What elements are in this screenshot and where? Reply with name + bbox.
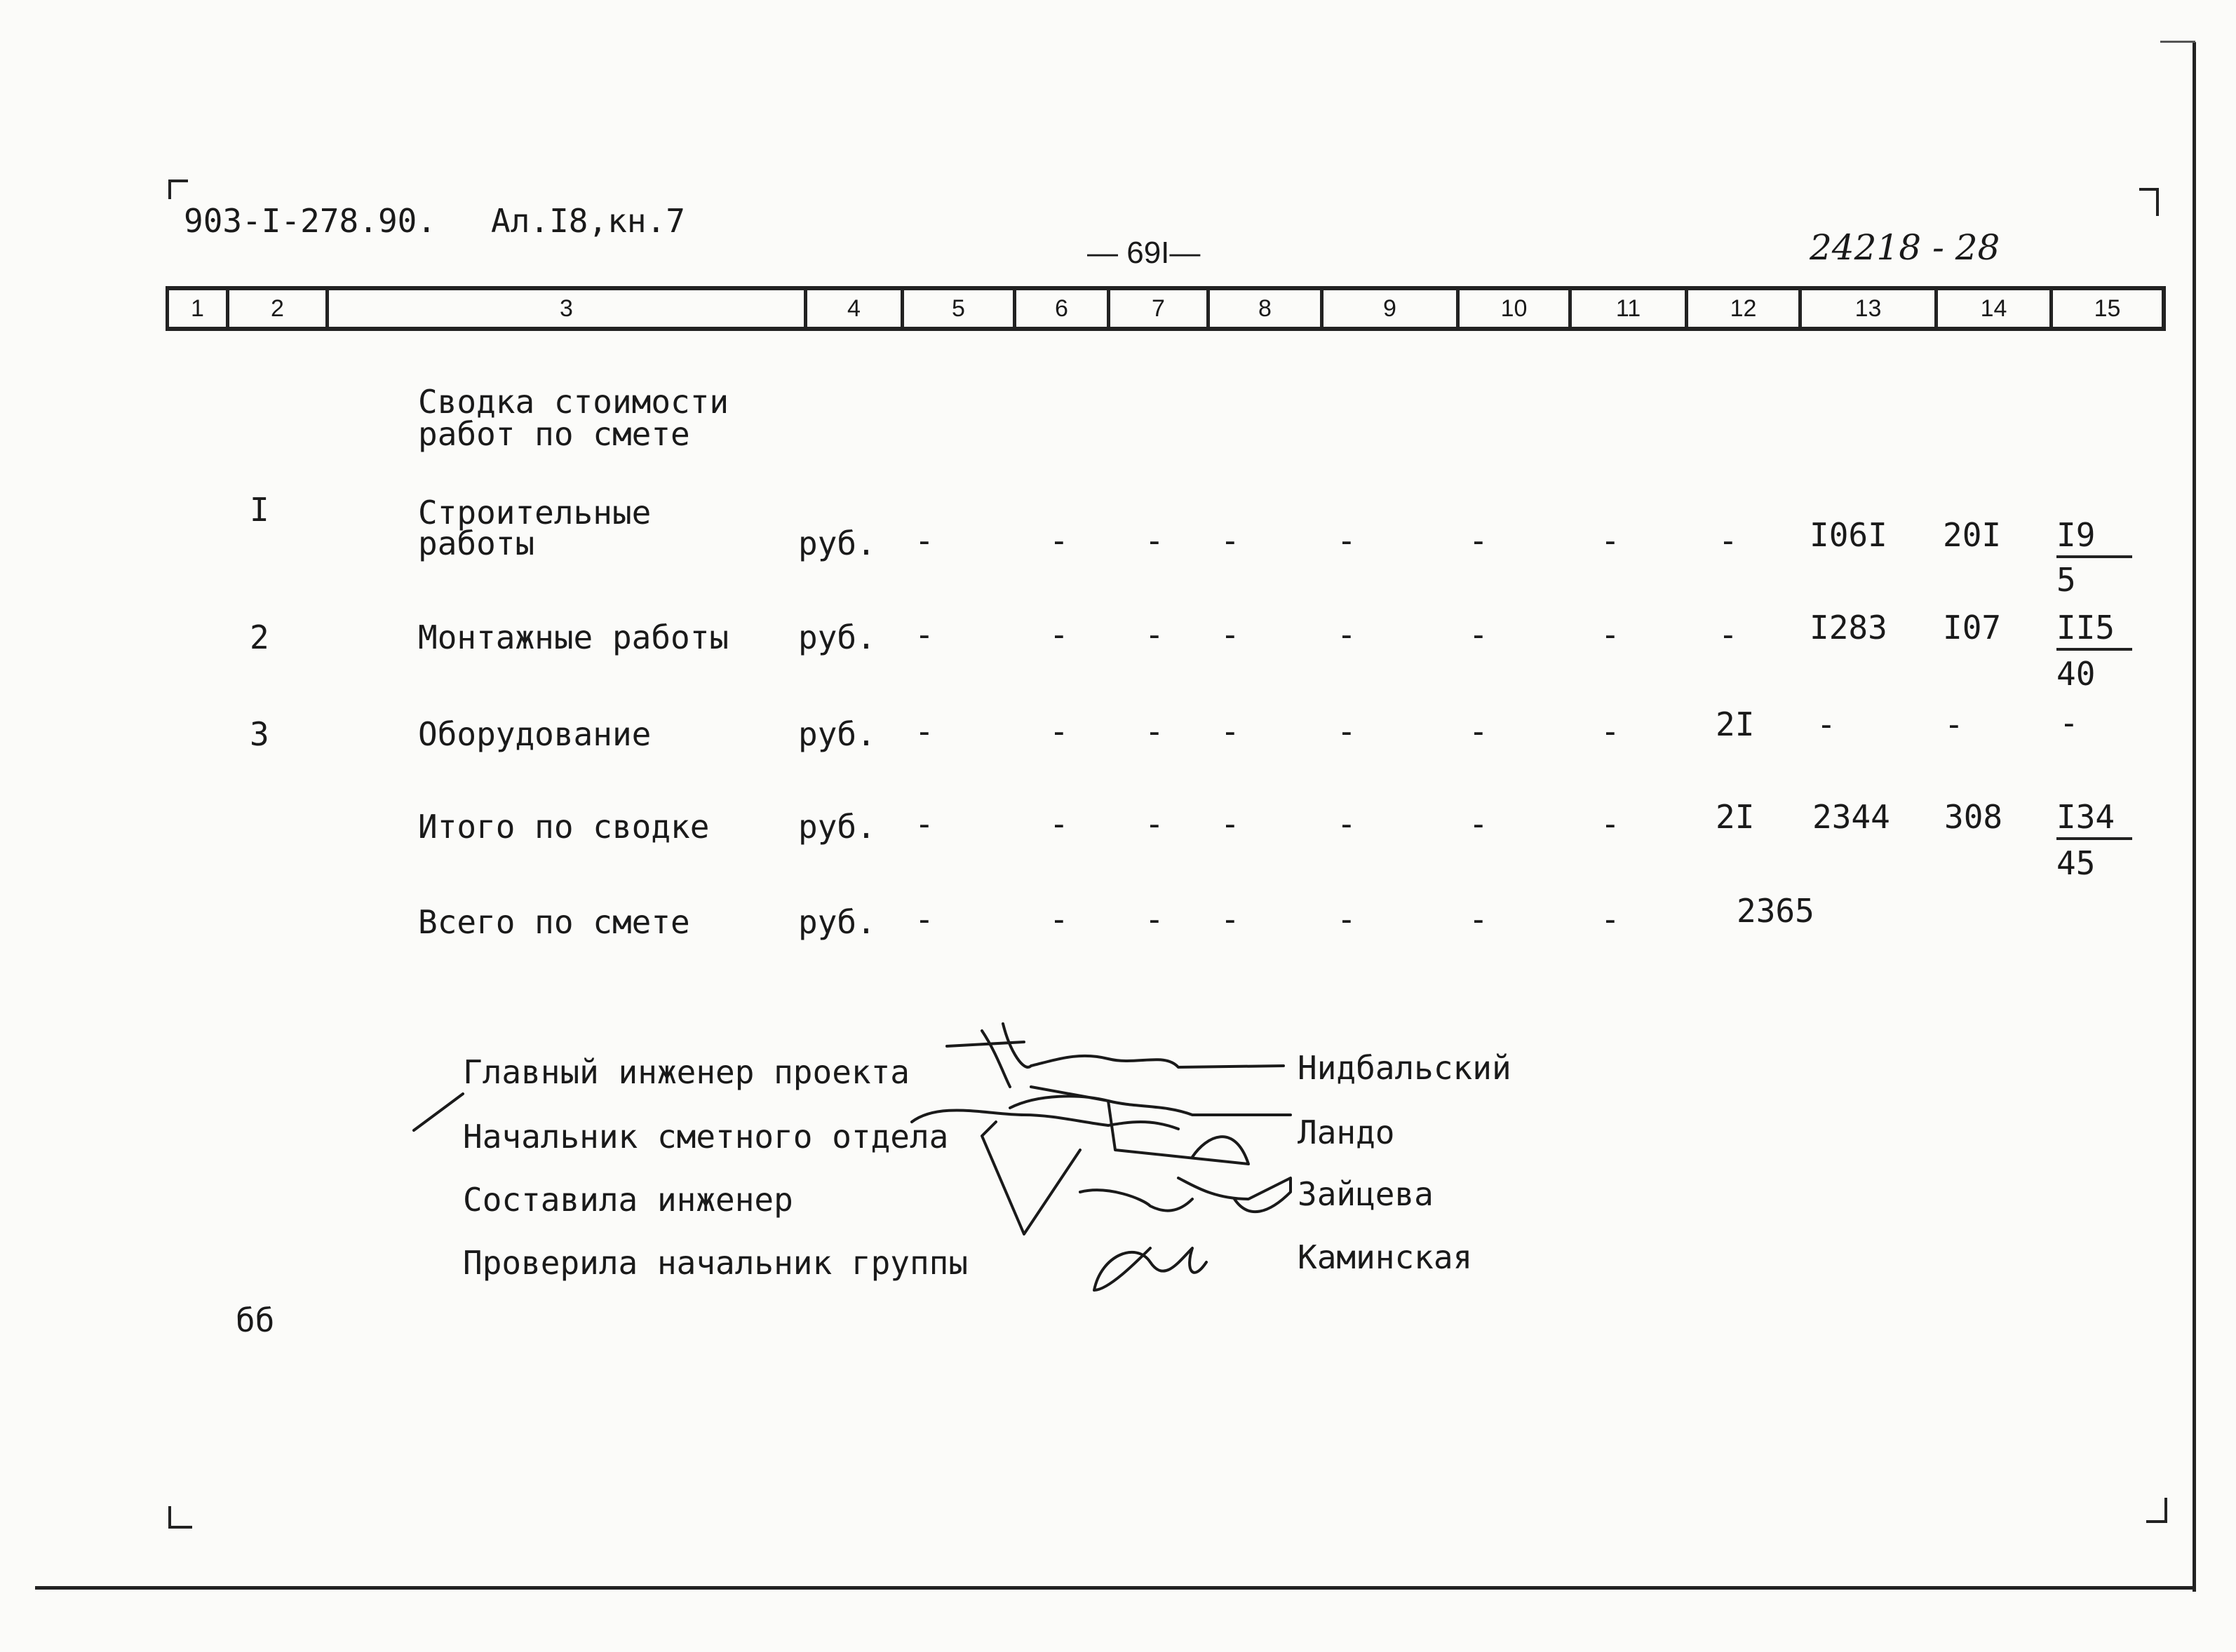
col-header-6: 6 [1013, 290, 1107, 327]
corner-mark-bottom-left [168, 1506, 192, 1529]
footer-mark: бб [236, 1301, 275, 1339]
signature-stroke-2 [1010, 1087, 1291, 1115]
frame-top-stub [2160, 41, 2195, 43]
cell-c12: - [1718, 522, 1738, 560]
signature-stroke-5 [1178, 1178, 1291, 1212]
handwritten-signatures [407, 1010, 1319, 1318]
column-header-row [166, 286, 2166, 331]
page-number: — 69I— [1087, 236, 1201, 270]
row-name: Оборудование [418, 715, 652, 753]
cell-c15-top: I34 [2056, 798, 2132, 840]
cell-c10: - [1469, 712, 1488, 750]
cell-c7: - [1145, 522, 1164, 560]
cell-c10: - [1469, 805, 1488, 843]
cell-c5: - [915, 522, 934, 560]
col-header-2: 2 [226, 290, 325, 327]
cell-c15-bottom: 40 [2056, 655, 2096, 693]
row-name-line1: Строительные [418, 494, 652, 532]
cell-c13: I06I [1810, 516, 1887, 554]
cell-c8: - [1220, 805, 1240, 843]
section-title-line2: работ по смете [418, 415, 690, 453]
cell-c5: - [915, 712, 934, 750]
signature-role: Главный инженер проекта [463, 1053, 910, 1091]
cell-c6: - [1049, 616, 1069, 654]
col-header-5: 5 [901, 290, 1013, 327]
cell-c8: - [1220, 712, 1240, 750]
cell-c13: - [1817, 705, 1836, 743]
cell-c8: - [1220, 616, 1240, 654]
section-title-line1: Сводка стоимости [418, 383, 729, 421]
cell-c5: - [915, 805, 934, 843]
row-unit: руб. [798, 808, 876, 846]
cell-c6: - [1049, 522, 1069, 560]
row-unit: руб. [798, 715, 876, 753]
col-header-4: 4 [804, 290, 901, 327]
cell-c11: - [1601, 712, 1620, 750]
signature-stroke-3 [912, 1110, 1178, 1129]
signature-stroke-7 [1094, 1248, 1206, 1290]
col-header-14: 14 [1934, 290, 2049, 327]
cell-c7: - [1145, 712, 1164, 750]
cell-c13: I283 [1810, 609, 1887, 646]
col-header-9: 9 [1320, 290, 1456, 327]
row-name-line2: работы [418, 524, 535, 562]
row-number: 2 [250, 618, 269, 656]
album-ref: Ал.I8,кн.7 [491, 202, 685, 240]
signature-name: Каминская [1298, 1238, 1473, 1276]
cell-c9: - [1337, 900, 1356, 938]
cell-c14: I07 [1943, 609, 2002, 646]
cell-c10: - [1469, 616, 1488, 654]
col-header-10: 10 [1456, 290, 1568, 327]
cell-c12: - [1718, 616, 1738, 654]
row-name: Итого по сводке [418, 808, 710, 846]
cell-c12: 2I [1716, 705, 1755, 743]
corner-mark-top-right [2139, 188, 2159, 216]
col-header-15: 15 [2049, 290, 2166, 327]
cell-c13: 2344 [1812, 798, 1890, 836]
cell-c14: 20I [1943, 516, 2002, 554]
cell-c14: 308 [1944, 798, 2003, 836]
cell-c9: - [1337, 712, 1356, 750]
cell-c9: - [1337, 522, 1356, 560]
frame-bottom-line [35, 1586, 2195, 1590]
col-header-13: 13 [1798, 290, 1934, 327]
col-header-7: 7 [1107, 290, 1206, 327]
signature-name: Нидбальский [1298, 1049, 1511, 1087]
cell-c5: - [915, 900, 934, 938]
signature-role: Составила инженер [463, 1181, 793, 1219]
cell-c5: - [915, 616, 934, 654]
cell-c6: - [1049, 900, 1069, 938]
col-header-12: 12 [1685, 290, 1798, 327]
row-unit: руб. [798, 903, 876, 941]
corner-mark-bottom-right [2146, 1498, 2167, 1523]
cell-c11: - [1601, 522, 1620, 560]
cell-c10: - [1469, 900, 1488, 938]
cell-c6: - [1049, 805, 1069, 843]
col-header-11: 11 [1568, 290, 1685, 327]
signature-stroke-6 [1080, 1190, 1192, 1210]
col-header-8: 8 [1206, 290, 1320, 327]
cell-c9: - [1337, 805, 1356, 843]
cell-c11: - [1601, 900, 1620, 938]
row-unit: руб. [798, 524, 876, 562]
cell-c8: - [1220, 522, 1240, 560]
row-number: 3 [250, 715, 269, 753]
signature-role: Начальник сметного отдела [463, 1118, 949, 1156]
cell-c15: - [2059, 704, 2079, 742]
cell-c12-13-total: 2365 [1737, 892, 1814, 930]
col-header-1: 1 [166, 290, 226, 327]
signature-name: Зайцева [1298, 1175, 1434, 1213]
cell-c15-top: II5 [2056, 609, 2132, 651]
cell-c7: - [1145, 805, 1164, 843]
row-name: Всего по смете [418, 903, 690, 941]
signature-name: Ландо [1298, 1113, 1395, 1151]
cell-c7: - [1145, 900, 1164, 938]
cell-c15-top: I9 [2056, 516, 2132, 558]
cell-c15-bottom: 45 [2056, 844, 2096, 882]
cell-c9: - [1337, 616, 1356, 654]
frame-right-line [2193, 42, 2196, 1592]
signature-stroke-4 [982, 1101, 1248, 1234]
cell-c11: - [1601, 805, 1620, 843]
doc-code: 903-I-278.90. [184, 202, 437, 240]
inventory-number: 24218 - 28 [1810, 227, 2000, 268]
cell-c12: 2I [1716, 798, 1755, 836]
col-header-3: 3 [325, 290, 804, 327]
signature-stroke-8 [414, 1094, 463, 1130]
cell-c8: - [1220, 900, 1240, 938]
signature-role: Проверила начальник группы [463, 1244, 969, 1282]
cell-c14: - [1944, 705, 1964, 743]
cell-c10: - [1469, 522, 1488, 560]
cell-c7: - [1145, 616, 1164, 654]
cell-c15-bottom: 5 [2056, 561, 2076, 599]
cell-c11: - [1601, 616, 1620, 654]
corner-mark-top-left [168, 180, 188, 199]
signature-stroke-1 [947, 1024, 1284, 1087]
row-number: I [250, 491, 269, 529]
row-unit: руб. [798, 618, 876, 656]
row-name: Монтажные работы [418, 618, 729, 656]
cell-c6: - [1049, 712, 1069, 750]
